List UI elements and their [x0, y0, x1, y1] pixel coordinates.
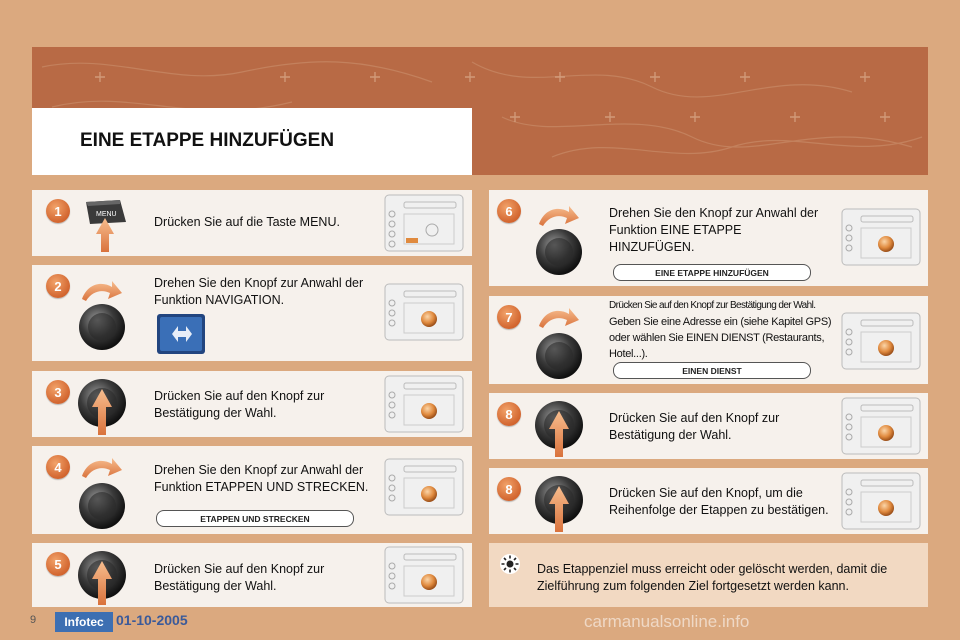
step-text: Drücken Sie auf den Knopf zur Bestätigung der Wahl. — [154, 389, 325, 420]
info-note-text: Das Etappenziel muss erreicht oder gelöscht werden, damit die Zielführung zum folgenden Ziel fortgesetzt werden kann. — [537, 562, 888, 593]
radio-panel-icon — [841, 472, 921, 530]
step-number-badge: 8 — [497, 477, 521, 501]
press-knob-icon — [533, 397, 593, 459]
radio-panel-icon — [384, 458, 464, 516]
step-6 — [489, 190, 928, 286]
step-text: Drehen Sie den Knopf zur Anwahl der Funktion ETAPPEN UND STRECKEN. — [154, 463, 369, 494]
step-text: Drücken Sie auf die Taste MENU. — [154, 215, 340, 229]
menu-key-label: MENU — [96, 211, 117, 218]
page-number: 9 — [30, 614, 37, 626]
press-knob-icon — [533, 472, 593, 534]
tip-sun-icon — [499, 553, 521, 575]
option-pill: ETAPPEN UND STRECKEN — [156, 510, 354, 527]
step-2 — [32, 265, 472, 361]
step-4 — [32, 446, 472, 534]
option-pill: EINEN DIENST — [613, 362, 811, 379]
rotate-knob-icon — [533, 302, 593, 382]
step-number-badge: 3 — [46, 380, 70, 404]
step-text: Drehen Sie den Knopf zur Anwahl der Funktion NAVIGATION. — [154, 276, 364, 307]
step-5 — [32, 543, 472, 607]
radio-panel-icon — [841, 208, 921, 266]
page-title: EINE ETAPPE HINZUFÜGEN — [80, 130, 335, 151]
step-1 — [32, 190, 472, 256]
radio-panel-icon — [384, 194, 464, 252]
radio-panel-icon — [841, 312, 921, 370]
radio-panel-icon — [384, 283, 464, 341]
watermark: carmanualsonline.info — [584, 612, 750, 631]
radio-panel-icon — [384, 375, 464, 433]
step-3 — [32, 371, 472, 437]
infotec-logo: Infotec — [55, 612, 113, 632]
step-text-line1: Drücken Sie auf den Knopf zur Bestätigung der Wahl. — [609, 300, 816, 311]
step-text — [609, 298, 849, 362]
menu-button-icon — [82, 194, 128, 254]
press-knob-icon — [76, 547, 136, 607]
title-box — [32, 108, 472, 175]
rotate-knob-icon — [533, 200, 593, 280]
info-note — [489, 543, 928, 607]
step-text-rest: Geben Sie eine Adresse ein (siehe Kapitel GPS) oder wählen Sie EINEN DIENST (Restaurants, Hotel...). — [609, 316, 832, 360]
step-text: Drücken Sie auf den Knopf, um die Reihenfolge der Etappen zu bestätigen. — [609, 486, 829, 517]
step-text: Drehen Sie den Knopf zur Anwahl der Funktion EINE ETAPPE HINZUFÜGEN. — [609, 206, 819, 254]
step-number-badge: 7 — [497, 305, 521, 329]
step-number-badge: 5 — [46, 552, 70, 576]
step-8-a — [489, 393, 928, 459]
step-8-b — [489, 468, 928, 534]
step-text: Drücken Sie auf den Knopf zur Bestätigung der Wahl. — [154, 562, 325, 593]
footer-date: 01-10-2005 — [116, 612, 188, 628]
press-knob-icon — [76, 375, 136, 437]
rotate-knob-icon — [76, 452, 136, 532]
navigation-icon — [156, 313, 206, 355]
step-number-badge: 8 — [497, 402, 521, 426]
radio-panel-icon — [384, 546, 464, 604]
step-7 — [489, 296, 928, 384]
step-number-badge: 6 — [497, 199, 521, 223]
step-number-badge: 1 — [46, 199, 70, 223]
rotate-knob-icon — [76, 275, 136, 355]
step-number-badge: 2 — [46, 274, 70, 298]
option-pill: EINE ETAPPE HINZUFÜGEN — [613, 264, 811, 281]
step-number-badge: 4 — [46, 455, 70, 479]
step-text: Drücken Sie auf den Knopf zur Bestätigung der Wahl. — [609, 411, 780, 442]
radio-panel-icon — [841, 397, 921, 455]
